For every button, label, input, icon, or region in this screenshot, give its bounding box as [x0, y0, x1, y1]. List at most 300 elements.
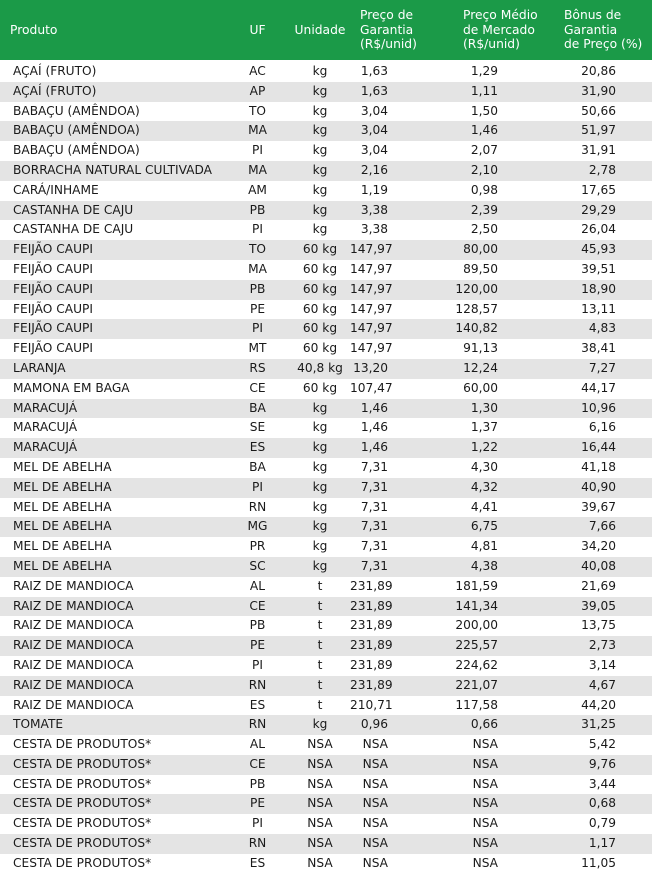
cell-preco-garantia: 231,89 — [350, 636, 440, 656]
cell-bonus: 7,27 — [553, 359, 652, 379]
cell-unidade: kg — [290, 201, 350, 221]
header-unidade: Unidade — [294, 22, 346, 37]
cell-produto: FEIJÃO CAUPI — [0, 300, 225, 320]
cell-preco-garantia: NSA — [350, 775, 440, 795]
cell-unidade: kg — [290, 537, 350, 557]
cell-preco-mercado: 1,50 — [440, 102, 553, 122]
cell-bonus: 1,17 — [553, 834, 652, 854]
table-row — [0, 161, 652, 181]
cell-produto: MEL DE ABELHA — [0, 458, 225, 478]
cell-unidade: 60 kg — [290, 240, 350, 260]
cell-unidade: 40,8 kg — [290, 359, 350, 379]
cell-bonus: 6,16 — [553, 418, 652, 438]
cell-unidade: t — [290, 577, 350, 597]
cell-produto: AÇAÍ (FRUTO) — [0, 62, 225, 82]
cell-produto: FEIJÃO CAUPI — [0, 339, 225, 359]
cell-uf: MA — [225, 121, 290, 141]
cell-uf: PB — [225, 280, 290, 300]
cell-bonus: 40,08 — [553, 557, 652, 577]
table-row — [0, 201, 652, 221]
cell-unidade: 60 kg — [290, 339, 350, 359]
cell-bonus: 41,18 — [553, 458, 652, 478]
cell-uf: CE — [225, 597, 290, 617]
cell-uf: CE — [225, 755, 290, 775]
cell-uf: RS — [225, 359, 290, 379]
table-row — [0, 319, 652, 339]
cell-unidade: kg — [290, 517, 350, 537]
cell-preco-garantia: 1,46 — [350, 399, 440, 419]
table-row — [0, 359, 652, 379]
cell-unidade: kg — [290, 557, 350, 577]
cell-preco-mercado: 12,24 — [440, 359, 553, 379]
table-row — [0, 597, 652, 617]
cell-produto: CESTA DE PRODUTOS* — [0, 775, 225, 795]
cell-produto: RAIZ DE MANDIOCA — [0, 597, 225, 617]
cell-bonus: 51,97 — [553, 121, 652, 141]
cell-bonus: 18,90 — [553, 280, 652, 300]
cell-produto: LARANJA — [0, 359, 225, 379]
table-row — [0, 379, 652, 399]
cell-preco-mercado: 4,38 — [440, 557, 553, 577]
cell-produto: RAIZ DE MANDIOCA — [0, 656, 225, 676]
cell-uf: TO — [225, 102, 290, 122]
table-row — [0, 794, 652, 814]
cell-unidade: NSA — [290, 794, 350, 814]
table-row — [0, 715, 652, 735]
table-row — [0, 62, 652, 82]
cell-uf: BA — [225, 458, 290, 478]
cell-produto: AÇAÍ (FRUTO) — [0, 82, 225, 102]
cell-preco-mercado: NSA — [440, 775, 553, 795]
cell-uf: PI — [225, 478, 290, 498]
cell-bonus: 5,42 — [553, 735, 652, 755]
cell-uf: MA — [225, 161, 290, 181]
cell-produto: FEIJÃO CAUPI — [0, 319, 225, 339]
cell-preco-mercado: 1,11 — [440, 82, 553, 102]
header-line: de Preço (%) — [564, 37, 643, 52]
header-uf: UF — [249, 22, 266, 37]
cell-bonus: 31,25 — [553, 715, 652, 735]
cell-preco-mercado: 2,07 — [440, 141, 553, 161]
cell-preco-mercado: 0,66 — [440, 715, 553, 735]
cell-bonus: 29,29 — [553, 201, 652, 221]
table-row — [0, 814, 652, 834]
cell-preco-garantia: NSA — [350, 834, 440, 854]
cell-unidade: NSA — [290, 814, 350, 834]
cell-preco-mercado: 1,37 — [440, 418, 553, 438]
cell-preco-mercado: NSA — [440, 854, 553, 874]
cell-unidade: t — [290, 696, 350, 716]
cell-unidade: t — [290, 597, 350, 617]
cell-preco-mercado: 2,39 — [440, 201, 553, 221]
cell-preco-garantia: 147,97 — [350, 280, 440, 300]
cell-produto: BABAÇU (AMÊNDOA) — [0, 141, 225, 161]
cell-preco-garantia: NSA — [350, 735, 440, 755]
cell-preco-mercado: 1,46 — [440, 121, 553, 141]
cell-uf: PB — [225, 616, 290, 636]
cell-bonus: 34,20 — [553, 537, 652, 557]
cell-preco-garantia: 2,16 — [350, 161, 440, 181]
cell-preco-mercado: 141,34 — [440, 597, 553, 617]
cell-unidade: kg — [290, 82, 350, 102]
cell-preco-garantia: 1,46 — [350, 438, 440, 458]
cell-produto: CESTA DE PRODUTOS* — [0, 814, 225, 834]
table-row — [0, 775, 652, 795]
cell-preco-mercado: 128,57 — [440, 300, 553, 320]
cell-uf: RN — [225, 715, 290, 735]
table-row — [0, 102, 652, 122]
cell-uf: AM — [225, 181, 290, 201]
cell-preco-garantia: 7,31 — [350, 537, 440, 557]
cell-uf: AC — [225, 62, 290, 82]
table-row — [0, 280, 652, 300]
cell-preco-mercado: 4,81 — [440, 537, 553, 557]
cell-preco-mercado: NSA — [440, 794, 553, 814]
cell-uf: PE — [225, 300, 290, 320]
cell-bonus: 7,66 — [553, 517, 652, 537]
cell-uf: ES — [225, 438, 290, 458]
cell-uf: ES — [225, 854, 290, 874]
cell-produto: RAIZ DE MANDIOCA — [0, 616, 225, 636]
cell-produto: TOMATE — [0, 715, 225, 735]
cell-bonus: 44,20 — [553, 696, 652, 716]
cell-unidade: NSA — [290, 755, 350, 775]
cell-uf: ES — [225, 696, 290, 716]
cell-produto: MEL DE ABELHA — [0, 478, 225, 498]
cell-unidade: 60 kg — [290, 280, 350, 300]
cell-preco-garantia: NSA — [350, 854, 440, 874]
header-preco-medio — [440, 0, 553, 60]
table-row — [0, 577, 652, 597]
cell-unidade: kg — [290, 161, 350, 181]
cell-preco-mercado: 200,00 — [440, 616, 553, 636]
cell-uf: RN — [225, 834, 290, 854]
cell-bonus: 45,93 — [553, 240, 652, 260]
cell-produto: CESTA DE PRODUTOS* — [0, 735, 225, 755]
cell-produto: MARACUJÁ — [0, 418, 225, 438]
cell-unidade: 60 kg — [290, 300, 350, 320]
header-line: Garantia — [360, 22, 414, 37]
cell-produto: RAIZ DE MANDIOCA — [0, 696, 225, 716]
cell-uf: MG — [225, 517, 290, 537]
header-line: Preço Médio — [463, 8, 538, 23]
cell-produto: FEIJÃO CAUPI — [0, 280, 225, 300]
cell-preco-garantia: 231,89 — [350, 577, 440, 597]
cell-produto: MAMONA EM BAGA — [0, 379, 225, 399]
table-row — [0, 438, 652, 458]
cell-preco-mercado: NSA — [440, 814, 553, 834]
cell-preco-mercado: 80,00 — [440, 240, 553, 260]
cell-preco-garantia: 1,46 — [350, 418, 440, 438]
cell-preco-garantia: 231,89 — [350, 676, 440, 696]
cell-uf: RN — [225, 676, 290, 696]
cell-uf: PI — [225, 319, 290, 339]
cell-preco-garantia: 7,31 — [350, 557, 440, 577]
cell-unidade: t — [290, 636, 350, 656]
cell-produto: BORRACHA NATURAL CULTIVADA — [0, 161, 225, 181]
cell-bonus: 40,90 — [553, 478, 652, 498]
cell-uf: MT — [225, 339, 290, 359]
cell-preco-garantia: 147,97 — [350, 300, 440, 320]
header-line: Preço de — [360, 8, 414, 23]
cell-preco-garantia: 1,19 — [350, 181, 440, 201]
cell-bonus: 3,14 — [553, 656, 652, 676]
cell-unidade: 60 kg — [290, 319, 350, 339]
cell-preco-mercado: NSA — [440, 834, 553, 854]
header-line: Bônus de — [564, 8, 622, 23]
cell-uf: TO — [225, 240, 290, 260]
header-bonus — [553, 0, 652, 60]
header-line: (R$/unid) — [360, 37, 417, 52]
table-row — [0, 418, 652, 438]
cell-uf: AL — [225, 735, 290, 755]
header-line: de Mercado — [463, 22, 535, 37]
cell-bonus: 39,51 — [553, 260, 652, 280]
cell-preco-mercado: 221,07 — [440, 676, 553, 696]
cell-unidade: NSA — [290, 834, 350, 854]
cell-produto: FEIJÃO CAUPI — [0, 260, 225, 280]
cell-produto: CASTANHA DE CAJU — [0, 201, 225, 221]
cell-unidade: kg — [290, 181, 350, 201]
cell-produto: MEL DE ABELHA — [0, 537, 225, 557]
cell-preco-garantia: NSA — [350, 755, 440, 775]
table-row — [0, 498, 652, 518]
table-row — [0, 636, 652, 656]
cell-bonus: 3,44 — [553, 775, 652, 795]
cell-uf: SC — [225, 557, 290, 577]
cell-bonus: 31,91 — [553, 141, 652, 161]
cell-preco-mercado: 4,41 — [440, 498, 553, 518]
table-row — [0, 834, 652, 854]
cell-preco-garantia: 147,97 — [350, 240, 440, 260]
cell-preco-mercado: 0,98 — [440, 181, 553, 201]
cell-unidade: kg — [290, 102, 350, 122]
table-row — [0, 458, 652, 478]
cell-preco-mercado: NSA — [440, 755, 553, 775]
cell-unidade: NSA — [290, 854, 350, 874]
cell-bonus: 0,79 — [553, 814, 652, 834]
cell-preco-garantia: 7,31 — [350, 517, 440, 537]
cell-preco-mercado: 6,75 — [440, 517, 553, 537]
table-row — [0, 676, 652, 696]
cell-uf: PB — [225, 775, 290, 795]
cell-preco-garantia: NSA — [350, 794, 440, 814]
cell-unidade: kg — [290, 121, 350, 141]
header-line: (R$/unid) — [463, 37, 520, 52]
cell-bonus: 26,04 — [553, 220, 652, 240]
table-body — [0, 62, 652, 874]
cell-uf: PI — [225, 141, 290, 161]
table-row — [0, 517, 652, 537]
cell-preco-mercado: 60,00 — [440, 379, 553, 399]
cell-preco-garantia: 3,38 — [350, 220, 440, 240]
cell-preco-garantia: 147,97 — [350, 319, 440, 339]
cell-unidade: 60 kg — [290, 379, 350, 399]
cell-produto: CESTA DE PRODUTOS* — [0, 794, 225, 814]
table-row — [0, 735, 652, 755]
cell-unidade: kg — [290, 438, 350, 458]
cell-preco-garantia: 7,31 — [350, 478, 440, 498]
cell-preco-garantia: 3,04 — [350, 102, 440, 122]
cell-unidade: kg — [290, 62, 350, 82]
cell-produto: MARACUJÁ — [0, 438, 225, 458]
cell-unidade: kg — [290, 715, 350, 735]
cell-uf: SE — [225, 418, 290, 438]
cell-preco-garantia: 3,04 — [350, 121, 440, 141]
cell-uf: PE — [225, 636, 290, 656]
cell-preco-mercado: 91,13 — [440, 339, 553, 359]
cell-preco-garantia: 1,63 — [350, 82, 440, 102]
cell-preco-mercado: 224,62 — [440, 656, 553, 676]
cell-preco-mercado: 1,22 — [440, 438, 553, 458]
cell-produto: RAIZ DE MANDIOCA — [0, 577, 225, 597]
cell-preco-garantia: 147,97 — [350, 339, 440, 359]
cell-preco-mercado: 2,10 — [440, 161, 553, 181]
cell-produto: CARÁ/INHAME — [0, 181, 225, 201]
cell-unidade: 60 kg — [290, 260, 350, 280]
cell-preco-mercado: 181,59 — [440, 577, 553, 597]
cell-preco-garantia: NSA — [350, 814, 440, 834]
cell-uf: PR — [225, 537, 290, 557]
cell-produto: RAIZ DE MANDIOCA — [0, 676, 225, 696]
cell-bonus: 17,65 — [553, 181, 652, 201]
table-row — [0, 339, 652, 359]
header-produto: Produto — [10, 22, 58, 37]
cell-unidade: kg — [290, 399, 350, 419]
cell-unidade: t — [290, 616, 350, 636]
cell-preco-mercado: 120,00 — [440, 280, 553, 300]
header-line: Garantia — [564, 22, 618, 37]
cell-unidade: kg — [290, 478, 350, 498]
table-row — [0, 260, 652, 280]
cell-preco-mercado: NSA — [440, 735, 553, 755]
cell-preco-garantia: 231,89 — [350, 597, 440, 617]
header-preco-garantia — [350, 0, 440, 60]
cell-preco-garantia: 13,20 — [350, 359, 440, 379]
cell-preco-mercado: 1,29 — [440, 62, 553, 82]
table-row — [0, 121, 652, 141]
cell-preco-garantia: 107,47 — [350, 379, 440, 399]
table-row — [0, 696, 652, 716]
cell-produto: CASTANHA DE CAJU — [0, 220, 225, 240]
cell-uf: AL — [225, 577, 290, 597]
table-row — [0, 537, 652, 557]
cell-unidade: kg — [290, 141, 350, 161]
cell-preco-garantia: 3,04 — [350, 141, 440, 161]
cell-uf: PB — [225, 201, 290, 221]
table-row — [0, 181, 652, 201]
cell-preco-garantia: 1,63 — [350, 62, 440, 82]
cell-preco-mercado: 4,32 — [440, 478, 553, 498]
cell-bonus: 20,86 — [553, 62, 652, 82]
cell-bonus: 21,69 — [553, 577, 652, 597]
cell-bonus: 39,67 — [553, 498, 652, 518]
cell-produto: CESTA DE PRODUTOS* — [0, 755, 225, 775]
cell-bonus: 2,73 — [553, 636, 652, 656]
cell-unidade: t — [290, 676, 350, 696]
cell-produto: MEL DE ABELHA — [0, 517, 225, 537]
cell-produto: CESTA DE PRODUTOS* — [0, 834, 225, 854]
cell-preco-garantia: 0,96 — [350, 715, 440, 735]
cell-uf: CE — [225, 379, 290, 399]
cell-bonus: 38,41 — [553, 339, 652, 359]
cell-produto: FEIJÃO CAUPI — [0, 240, 225, 260]
cell-bonus: 9,76 — [553, 755, 652, 775]
table-row — [0, 616, 652, 636]
cell-produto: MARACUJÁ — [0, 399, 225, 419]
cell-unidade: NSA — [290, 735, 350, 755]
cell-bonus: 44,17 — [553, 379, 652, 399]
cell-preco-garantia: 231,89 — [350, 616, 440, 636]
table-row — [0, 656, 652, 676]
cell-bonus: 39,05 — [553, 597, 652, 617]
table-row — [0, 220, 652, 240]
cell-preco-garantia: 3,38 — [350, 201, 440, 221]
cell-unidade: NSA — [290, 775, 350, 795]
cell-uf: PI — [225, 814, 290, 834]
cell-uf: PI — [225, 220, 290, 240]
table-row — [0, 82, 652, 102]
cell-uf: BA — [225, 399, 290, 419]
table-row — [0, 240, 652, 260]
cell-unidade: kg — [290, 498, 350, 518]
cell-produto: BABAÇU (AMÊNDOA) — [0, 121, 225, 141]
table-row — [0, 141, 652, 161]
cell-produto: RAIZ DE MANDIOCA — [0, 636, 225, 656]
table-row — [0, 300, 652, 320]
cell-produto: BABAÇU (AMÊNDOA) — [0, 102, 225, 122]
cell-preco-mercado: 2,50 — [440, 220, 553, 240]
table-row — [0, 478, 652, 498]
cell-bonus: 4,67 — [553, 676, 652, 696]
table-row — [0, 399, 652, 419]
cell-produto: MEL DE ABELHA — [0, 498, 225, 518]
cell-bonus: 13,11 — [553, 300, 652, 320]
table-row — [0, 557, 652, 577]
cell-bonus: 11,05 — [553, 854, 652, 874]
cell-unidade: kg — [290, 418, 350, 438]
cell-bonus: 31,90 — [553, 82, 652, 102]
cell-preco-mercado: 89,50 — [440, 260, 553, 280]
cell-preco-garantia: 147,97 — [350, 260, 440, 280]
cell-preco-mercado: 225,57 — [440, 636, 553, 656]
cell-preco-garantia: 210,71 — [350, 696, 440, 716]
cell-bonus: 10,96 — [553, 399, 652, 419]
table-row — [0, 755, 652, 775]
cell-preco-mercado: 4,30 — [440, 458, 553, 478]
cell-bonus: 4,83 — [553, 319, 652, 339]
table-header — [0, 0, 652, 60]
cell-bonus: 2,78 — [553, 161, 652, 181]
cell-uf: RN — [225, 498, 290, 518]
cell-produto: CESTA DE PRODUTOS* — [0, 854, 225, 874]
table-row — [0, 854, 652, 874]
cell-preco-garantia: 7,31 — [350, 458, 440, 478]
cell-produto: MEL DE ABELHA — [0, 557, 225, 577]
cell-preco-mercado: 117,58 — [440, 696, 553, 716]
cell-preco-garantia: 231,89 — [350, 656, 440, 676]
cell-bonus: 50,66 — [553, 102, 652, 122]
cell-unidade: kg — [290, 458, 350, 478]
cell-unidade: t — [290, 656, 350, 676]
cell-bonus: 0,68 — [553, 794, 652, 814]
cell-uf: MA — [225, 260, 290, 280]
cell-preco-mercado: 1,30 — [440, 399, 553, 419]
cell-uf: AP — [225, 82, 290, 102]
cell-uf: PI — [225, 656, 290, 676]
cell-bonus: 13,75 — [553, 616, 652, 636]
cell-unidade: kg — [290, 220, 350, 240]
